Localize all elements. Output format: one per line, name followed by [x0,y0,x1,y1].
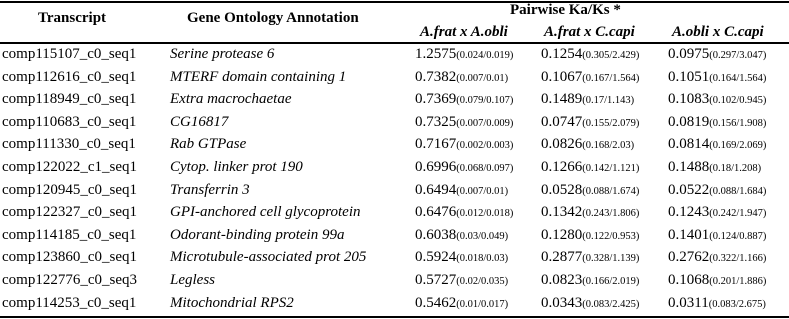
kaks-cell [415,112,513,134]
table-row [0,225,789,246]
kaks-cell [668,67,766,89]
table-row [0,202,789,223]
kaks-value: 0.1083 [668,91,710,108]
ka-ks-ratio-detail: (0.018/0.03) [456,253,509,265]
kaks-cell [541,247,639,269]
kaks-value: 0.5462 [415,294,457,311]
kaks-cell [415,180,508,202]
kaks-cell [415,202,513,224]
ka-ks-ratio-detail: (0.02/0.035) [456,276,509,287]
ka-ks-ratio-detail: (0.169/2.069) [709,140,767,152]
ka-ks-ratio-detail: (0.01/0.017) [456,298,509,310]
kaks-cell [541,157,639,179]
kaks-cell [668,293,766,315]
kaks-cell [541,44,639,66]
ka-ks-ratio-detail: (0.155/2.079) [582,117,640,129]
ka-ks-ratio-detail: (0.305/2.429) [582,50,640,61]
kaks-cell [668,247,766,269]
kaks-cell [415,270,508,292]
table-row [0,89,789,110]
go-annotation: Mitochondrial RPS2 [170,294,294,311]
kaks-cell [541,67,639,89]
kaks-value: 0.1243 [668,204,710,221]
header-pair-2: A.frat x C.capi [544,24,635,40]
kaks-value: 0.0528 [541,181,583,198]
kaks-value: 0.1266 [541,159,583,175]
ka-ks-ratio-detail: (0.242/1.947) [709,208,767,220]
kaks-value: 0.1254 [541,46,583,62]
ka-ks-ratio-detail: (0.322/1.166) [709,253,767,265]
kaks-cell [541,225,639,247]
go-annotation: Microtubule-associated prot 205 [170,249,367,266]
transcript-id: comp112616_c0_seq1 [2,68,137,85]
go-annotation: MTERF domain containing 1 [170,68,347,85]
table-row [0,67,789,88]
table-row [0,293,789,314]
kaks-value: 0.1068 [668,272,710,288]
kaks-cell [541,270,639,292]
kaks-cell [415,89,513,111]
transcript-id: comp123860_c0_seq1 [2,249,137,266]
kaks-cell [415,225,508,247]
kaks-cell [541,112,639,134]
transcript-id: comp111330_c0_seq1 [2,136,136,153]
ka-ks-ratio-detail: (0.124/0.887) [709,230,767,242]
kaks-cell [415,134,513,156]
kaks-value: 0.0522 [668,181,710,198]
kaks-value: 1.2575 [415,46,457,62]
ka-ks-ratio-detail: (0.297/3.047) [709,50,767,61]
table-row [0,112,789,133]
kaks-value: 0.0819 [668,113,710,130]
go-annotation: Extra macrochaetae [170,91,292,108]
kaks-value: 0.1342 [541,204,583,221]
transcript-id: comp118949_c0_seq1 [2,91,137,108]
kaks-value: 0.7167 [415,136,457,153]
ka-ks-ratio-detail: (0.166/2.019) [582,276,640,287]
go-annotation: Transferrin 3 [170,181,250,198]
transcript-id: comp115107_c0_seq1 [2,46,137,62]
kaks-value: 0.0343 [541,294,583,311]
kaks-cell [668,202,766,224]
ka-ks-ratio-detail: (0.068/0.097) [456,163,514,174]
transcript-id: comp122327_c0_seq1 [2,204,137,221]
ka-ks-ratio-detail: (0.243/1.806) [582,208,640,220]
table-row [0,247,789,268]
header-pairwise-group: Pairwise Ka/Ks * [510,2,621,18]
kaks-value: 0.6996 [415,159,457,175]
kaks-value: 0.7382 [415,68,457,85]
kaks-cell [415,157,513,179]
kaks-value: 0.6494 [415,181,457,198]
kaks-value: 0.1051 [668,68,710,85]
kaks-value: 0.7325 [415,113,457,130]
ka-ks-ratio-detail: (0.167/1.564) [582,72,640,84]
kaks-cell [668,225,766,247]
transcript-id: comp114253_c0_seq1 [2,294,137,311]
ka-ks-ratio-detail: (0.168/2.03) [582,140,635,152]
ka-ks-ratio-detail: (0.17/1.143) [582,95,635,107]
kaks-value: 0.0826 [541,136,583,153]
kaks-value: 0.6038 [415,226,457,243]
kaks-cell [415,67,508,89]
ka-ks-ratio-detail: (0.088/1.674) [582,185,640,197]
kaks-cell [541,293,639,315]
kaks-value: 0.1488 [668,159,710,175]
transcript-id: comp120945_c0_seq1 [2,181,137,198]
go-annotation: CG16817 [170,113,229,130]
ka-ks-ratio-detail: (0.024/0.019) [456,50,514,61]
kaks-cell [668,180,766,202]
transcript-id: comp110683_c0_seq1 [2,113,137,130]
ka-ks-ratio-detail: (0.083/2.425) [582,298,640,310]
kaks-cell [668,270,766,292]
header-pair-1: A.frat x A.obli [420,24,508,40]
kaks-value: 0.2877 [541,249,583,266]
header-pair-3: A.obli x C.capi [672,24,764,40]
ka-ks-ratio-detail: (0.083/2.675) [708,298,766,310]
kaks-value: 0.1489 [541,91,583,108]
kaks-cell [541,134,634,156]
kaks-value: 0.0814 [668,136,710,153]
kaks-cell [668,157,761,179]
table-row [0,44,789,65]
transcript-id: comp122776_c0_seq3 [2,272,137,288]
kaks-value: 0.5727 [415,272,457,288]
table-row [0,270,789,291]
ka-ks-ratio-detail: (0.03/0.049) [456,230,509,242]
kaks-cell [668,89,766,111]
table-row [0,180,789,201]
ka-ks-ratio-detail: (0.201/1.886) [709,276,767,287]
kaks-cell [668,44,766,66]
go-annotation: Legless [170,272,215,288]
kaks-cell [415,44,513,66]
kaks-cell [415,247,508,269]
ka-ks-ratio-detail: (0.079/0.107) [456,95,514,107]
ka-ks-ratio-detail: (0.122/0.953) [582,230,640,242]
kaks-value: 0.7369 [415,91,457,108]
kaks-cell [541,180,639,202]
kaks-value: 0.0823 [541,272,583,288]
transcript-id: comp122022_c1_seq1 [2,159,137,175]
go-annotation: Odorant-binding protein 99a [170,226,345,243]
ka-ks-ratio-detail: (0.007/0.009) [456,117,514,129]
kaks-value: 0.1401 [668,226,710,243]
ka-ks-ratio-detail: (0.142/1.121) [582,163,640,174]
kaks-cell [541,202,639,224]
ka-ks-ratio-detail: (0.007/0.01) [456,72,509,84]
kaks-value: 0.0975 [668,46,710,62]
ka-ks-ratio-detail: (0.328/1.139) [582,253,640,265]
go-annotation: Serine protease 6 [170,46,275,62]
ka-ks-ratio-detail: (0.156/1.908) [709,117,767,129]
go-annotation: Cytop. linker prot 190 [170,159,303,175]
kaks-value: 0.6476 [415,204,457,221]
kaks-value: 0.2762 [668,249,710,266]
transcript-id: comp114185_c0_seq1 [2,226,137,243]
go-annotation: Rab GTPase [170,136,247,153]
table-row [0,134,789,155]
ka-ks-ratio-detail: (0.002/0.003) [456,140,514,152]
kaks-cell [415,293,508,315]
kaks-cell [668,112,766,134]
ka-ks-ratio-detail: (0.102/0.945) [709,95,767,107]
ka-ks-ratio-detail: (0.18/1.208) [709,163,762,174]
kaks-value: 0.5924 [415,249,457,266]
table-row [0,157,789,178]
kaks-cell [668,134,766,156]
kaks-value: 0.0747 [541,113,583,130]
ka-ks-ratio-detail: (0.164/1.564) [709,72,767,84]
kaks-value: 0.0311 [668,294,709,311]
kaks-value: 0.1067 [541,68,583,85]
ka-ks-ratio-detail: (0.012/0.018) [456,208,514,220]
ka-ks-ratio-detail: (0.007/0.01) [456,185,509,197]
kaks-value: 0.1280 [541,226,583,243]
ka-ks-ratio-detail: (0.088/1.684) [709,185,767,197]
header-transcript: Transcript [38,10,107,26]
header-annotation: Gene Ontology Annotation [187,10,359,26]
bottom-rule [0,316,789,318]
go-annotation: GPI-anchored cell glycoprotein [170,204,361,221]
kaks-cell [541,89,634,111]
